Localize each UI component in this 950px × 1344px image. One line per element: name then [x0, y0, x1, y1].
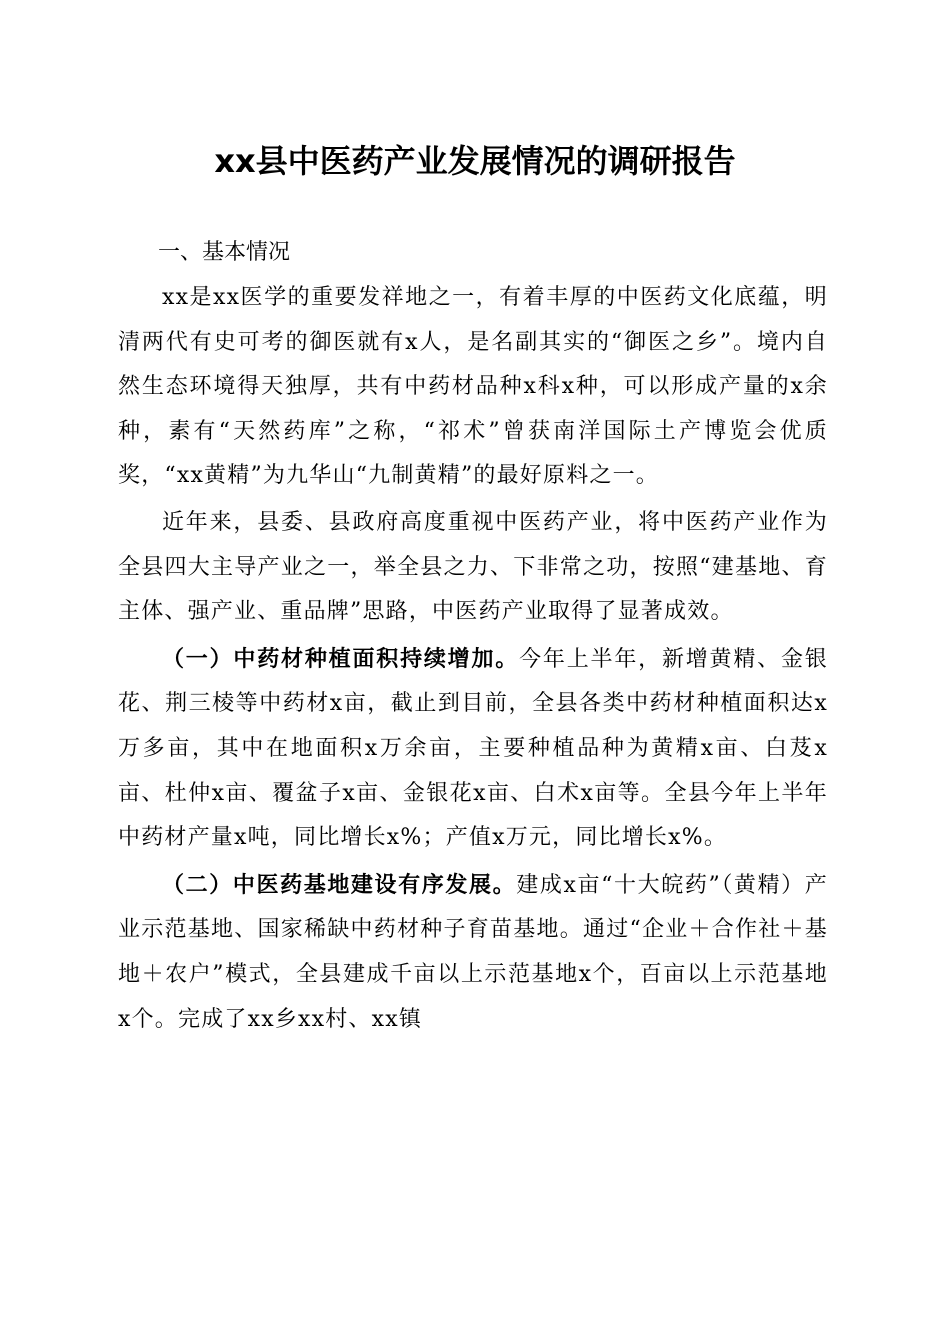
section-heading: 一、基本情况	[158, 240, 291, 265]
item-2-lead: （二）中医药基地建设有序发展。	[162, 871, 517, 898]
paragraph-overview: 近年来，县委、县政府高度重视中医药产业，将中医药产业作为全县四大主导产业之一，举全县之力、下非常之功，按照“建基地、育主体、强产业、重品牌”思路，中医药产业取得了显著成效。	[118, 509, 828, 625]
document-body	[118, 230, 828, 1042]
paragraph-item-2	[118, 863, 828, 1042]
document-title: xx县中医药产业发展情况的调研报告	[214, 142, 736, 180]
item-1-lead: （一）中药材种植面积持续增加。	[162, 645, 520, 672]
item-1-text: 今年上半年，新增黄精、金银花、荆三棱等中药材x亩，截止到目前，全县各类中药材种植面积达x万多亩，其中在地面积x万余亩，主要种植品种为黄精x亩、白芨x亩、杜仲x亩、覆盆子x亩、金银花x亩、白术x亩等。全县今年上半年中药材产量x吨，同比增长x%；产值x万元，同比增长x%。	[118, 646, 828, 851]
paragraph-item-1	[118, 637, 828, 861]
paragraph-background: xx是xx医学的重要发祥地之一，有着丰厚的中医药文化底蕴，明清两代有史可考的御医就有x人，是名副其实的“御医之乡”。境内自然生态环境得天独厚，共有中药材品种x科x种，可以形成产量的x余种，素有“天然药库”之称，“祁术”曾获南洋国际土产博览会优质奖，“xx黄精”为九华山“九制黄精”的最好原料之一。	[118, 285, 828, 489]
item-2-text: 建成x亩“十大皖药”（黄精）产业示范基地、国家稀缺中药材种子育苗基地。通过“企业＋合作社＋基地＋农户”模式，全县建成千亩以上示范基地x个，百亩以上示范基地x个。完成了xx乡xx村、xx镇	[118, 872, 828, 1032]
